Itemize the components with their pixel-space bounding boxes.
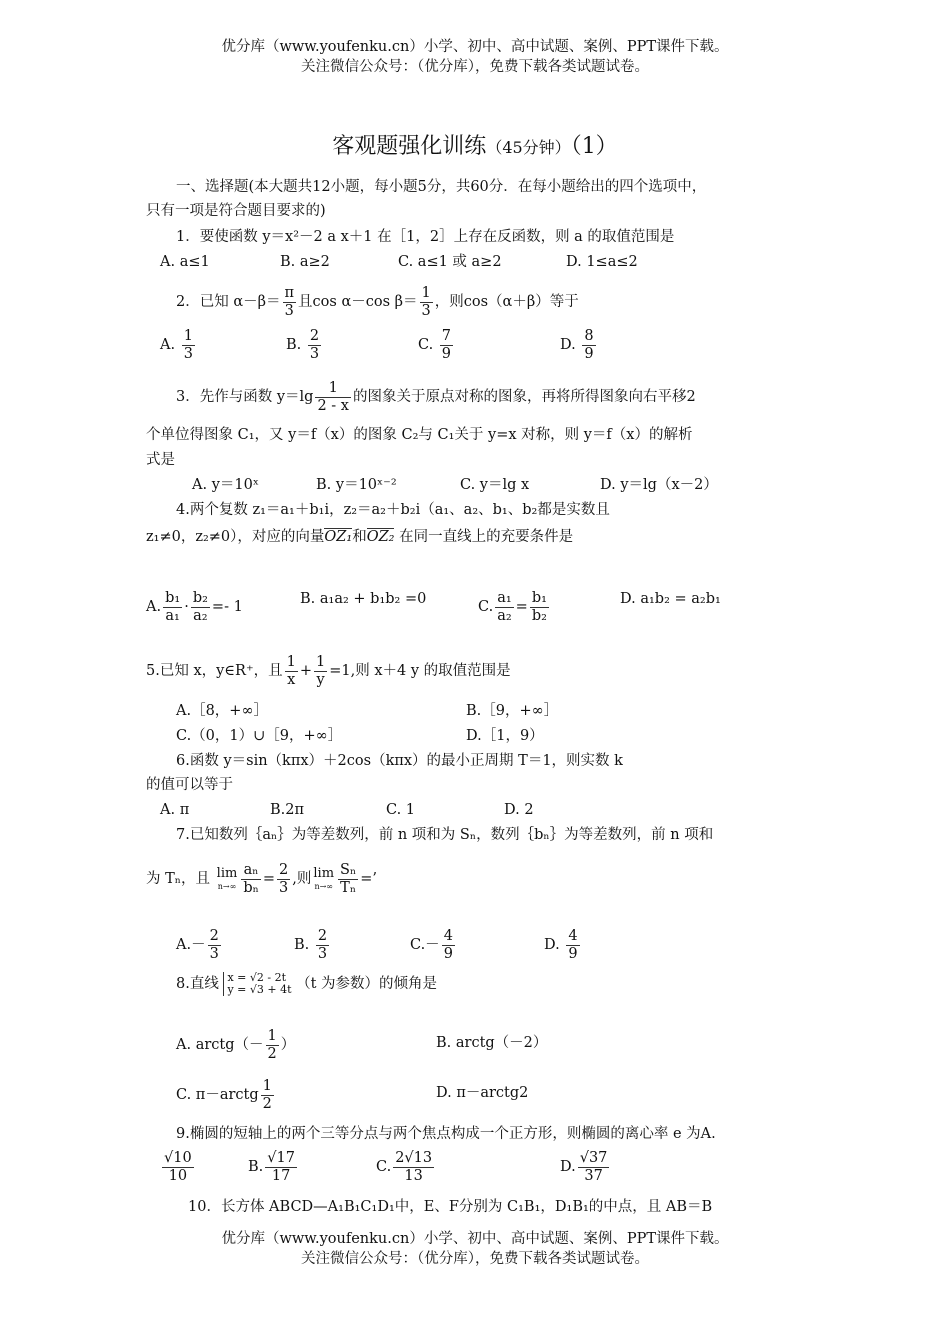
title-num: （1） <box>570 134 618 159</box>
q6-stem-2: 的值可以等于 <box>146 777 233 793</box>
q5-stem: 5.已知 x，y∈R⁺，且 $\frac{1}{x}$ + $\frac{1}{y}$ =1,则 x＋4 y 的取值范围是 <box>146 654 511 688</box>
q7-option-b: B. $\frac{2}{3}$ <box>294 928 328 962</box>
q2-post: ，则cos（α＋β）等于 <box>434 294 579 311</box>
q3-option-a: A. y＝10ˣ <box>192 477 259 493</box>
q3-option-b: B. y＝10ˣ⁻² <box>316 477 397 493</box>
q7-stem-1: 7.已知数列｛aₙ｝为等差数列，前 n 项和为 Sₙ，数列｛bₙ｝为等差数列，前 n 项和 <box>176 827 714 843</box>
q5-option-c: C.（0，1）∪［9，+∞］ <box>176 728 343 744</box>
title-sub: （45分钟） <box>486 138 571 157</box>
title-main: 客观题强化训练 <box>332 134 487 159</box>
q2-pre: 2．已知 α－β＝ <box>176 294 281 311</box>
q4-stem-1: 4.两个复数 z₁＝a₁＋b₁i，z₂＝a₂＋b₂i（a₁、a₂、b₁、b₂都是实数且 <box>176 502 610 518</box>
q4-option-b: B. a₁a₂ + b₁b₂ =0 <box>300 591 427 607</box>
q8-param-system: x = √2 - 2t y = √3 + 4t <box>223 972 291 996</box>
q5-option-b: B.［9，+∞］ <box>466 703 559 719</box>
q2-option-a: A. $\frac{1}{3}$ <box>160 328 193 362</box>
q9-stem: 9.椭圆的短轴上的两个三等分点与两个焦点构成一个正方形，则椭圆的离心率 e 为A. <box>176 1126 716 1142</box>
q2-mid: 且cos α－cos β＝ <box>298 294 418 311</box>
header-line-2: 关注微信公众号：（优分库），免费下载各类试题试卷。 <box>301 59 649 75</box>
q9-option-b: B. $\frac{√17}{17}$ <box>248 1150 295 1184</box>
q10-stem: 10．长方体 ABCD—A₁B₁C₁D₁中，E、F分别为 C₁B₁，D₁B₁的中点，且 AB＝B <box>188 1199 713 1215</box>
q3-option-c: C. y＝lg x <box>460 477 530 493</box>
vector-oz2: OZ₂ <box>366 529 395 545</box>
q5-option-a: A.［8，+∞］ <box>176 703 269 719</box>
q3-stem-2: 个单位得图象 C₁，又 y＝f（x）的图象 C₂与 C₁关于 y=x 对称，则 y＝f（x）的解析 <box>146 427 693 443</box>
q6-stem-1: 6.函数 y＝sin（kπx）＋2cos（kπx）的最小正周期 T＝1，则实数 k <box>176 753 623 769</box>
q3-stem-3: 式是 <box>146 452 175 468</box>
q1-option-a: A. a≤1 <box>160 254 210 270</box>
q8-stem: 8.直线 x = √2 - 2t y = √3 + 4t （t 为参数）的倾角是 <box>176 971 438 997</box>
q2-option-c: C. $\frac{7}{9}$ <box>418 328 452 362</box>
q4-stem-2: z₁≠0，z₂≠0），对应的向量OZ₁和OZ₂ 在同一直线上的充要条件是 <box>146 529 574 545</box>
q2-option-b: B. $\frac{2}{3}$ <box>286 328 320 362</box>
q1-option-d: D. 1≤a≤2 <box>566 254 638 270</box>
footer-line-1: 优分库（www.youfenku.cn）小学、初中、高中试题、案例、PPT课件下载。 <box>221 1231 729 1247</box>
q4-option-a: A. $\frac{\text{b₁}}{\text{a₁}}$ · $\frac{\text{b₂}}{\text{a₂}}$ =- 1 <box>146 590 243 624</box>
vector-oz1: OZ₁ <box>324 529 353 545</box>
q7-option-c: C.－ $\frac{4}{9}$ <box>410 928 453 962</box>
q8-option-c: C. π－arctg $\frac{1}{2}$ <box>176 1078 272 1112</box>
q1-option-c: C. a≤1 或 a≥2 <box>398 254 502 270</box>
q5-option-d: D.［1，9） <box>466 728 544 744</box>
q9-option-c: C. $\frac{2√13}{13}$ <box>376 1150 433 1184</box>
q4-option-d: D. a₁b₂ = a₂b₁ <box>620 591 721 607</box>
q6-option-c: C. 1 <box>386 802 416 818</box>
q1-option-b: B. a≥2 <box>280 254 330 270</box>
q7-option-d: D. $\frac{4}{9}$ <box>544 928 578 962</box>
q8-option-a: A. arctg（－ $\frac{1}{2}$ ） <box>176 1028 296 1062</box>
section-intro-2: 只有一项是符合题目要求的) <box>146 203 326 219</box>
q6-option-a: A. π <box>160 802 190 818</box>
q4-option-c: C. $\frac{\text{a₁}}{\text{a₂}}$ = $\frac{\text{b₁}}{\text{b₂}}$ <box>478 590 547 624</box>
q6-option-d: D. 2 <box>504 802 534 818</box>
header-line-1: 优分库（www.youfenku.cn）小学、初中、高中试题、案例、PPT课件下载。 <box>221 39 729 55</box>
q2-frac-1: $\frac{\pi}{3}$ <box>284 285 295 319</box>
q3-frac: $\frac{1}{2 - x}$ <box>317 380 349 414</box>
q7-option-a: A.－ $\frac{2}{3}$ <box>176 928 219 962</box>
q2-option-d: D. $\frac{8}{9}$ <box>560 328 594 362</box>
q3-stem-1: 3．先作与函数 y＝lg $\frac{1}{2 - x}$ 的图象关于原点对称的图象，再将所得图象向右平移2 <box>176 380 696 414</box>
q3-option-d: D. y＝lg（x－2） <box>600 477 718 493</box>
footer-line-2: 关注微信公众号：（优分库），免费下载各类试题试卷。 <box>301 1251 649 1267</box>
q8-option-b: B. arctg（－2） <box>436 1035 548 1051</box>
q8-option-d: D. π－arctg2 <box>436 1085 529 1101</box>
page-title <box>0 136 950 158</box>
q2-stem <box>176 285 579 319</box>
q7-stem-2: 为 Tₙ，且 lim n→∞ $\frac{\text{aₙ}}{\text{bₙ}}$ = $\frac{2}{3}$ ,则 lim n→∞ $\frac{\text{Sₙ}}{\text{Tₙ}}$ =’ <box>146 862 378 896</box>
q9-option-a: $\frac{√10}{10}$ <box>164 1150 192 1184</box>
q2-frac-2: $\frac{1}{3}$ <box>421 285 431 319</box>
q1-stem: 1．要使函数 y＝x²－2 a x＋1 在［1，2］上存在反函数，则 a 的取值范围是 <box>176 229 675 245</box>
q6-option-b: B.2π <box>270 802 305 818</box>
section-intro-1: 一、选择题(本大题共12小题，每小题5分，共60分．在每小题给出的四个选项中， <box>176 179 707 195</box>
q9-option-d: D. $\frac{√37}{37}$ <box>560 1150 608 1184</box>
